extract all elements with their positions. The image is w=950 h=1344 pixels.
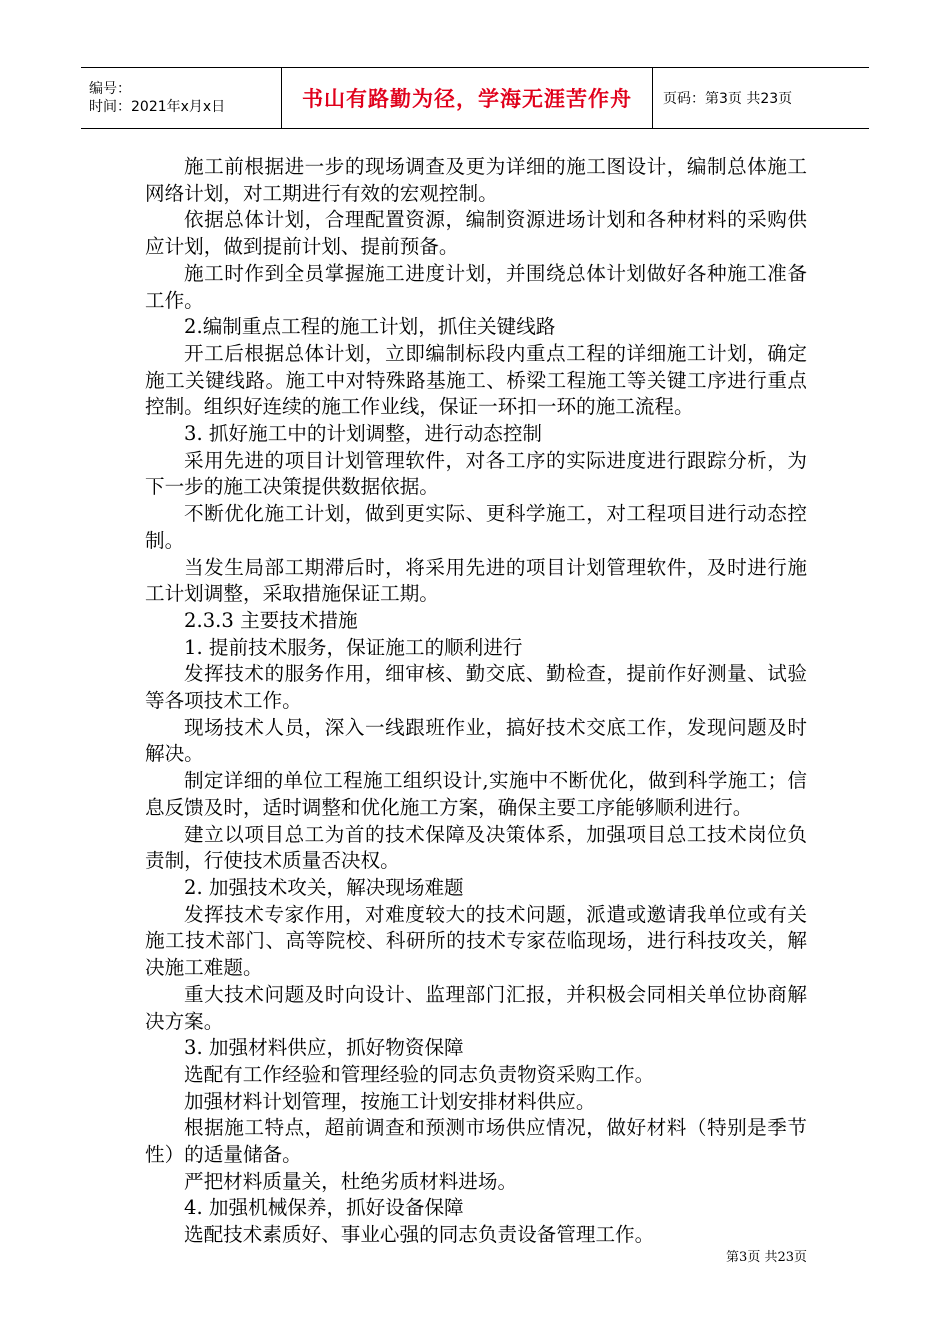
paragraph: 重大技术问题及时向设计、监理部门汇报，并积极会同相关单位协商解决方案。	[145, 982, 807, 1033]
document-body	[145, 154, 807, 1249]
document-number-label: 编号：	[89, 81, 131, 97]
paragraph: 当发生局部工期滞后时，将采用先进的项目计划管理软件，及时进行施工计划调整，采取措施保证工期。	[145, 555, 807, 606]
paragraph: 依据总体计划，合理配置资源，编制资源进场计划和各种材料的采购供应计划，做到提前计划、提前预备。	[145, 208, 807, 259]
paragraph: 制定详细的单位工程施工组织设计,实施中不断优化，做到科学施工；信息反馈及时，适时调整和优化施工方案，确保主要工序能够顺利进行。	[145, 769, 807, 819]
header-page-cell	[653, 68, 869, 128]
paragraph: 现场技术人员，深入一线跟班作业，搞好技术交底工作，发现问题及时解决。	[145, 715, 807, 766]
section-heading: 2. 加强技术攻关，解决现场难题	[184, 875, 464, 899]
page-header	[81, 67, 869, 129]
footer-page-number: 第3页 共23页	[726, 1250, 807, 1265]
page-footer	[726, 1246, 807, 1265]
paragraph: 严把材料质量关，杜绝劣质材料进场。	[184, 1169, 518, 1193]
paragraph: 选配技术素质好、事业心强的同志负责设备管理工作。	[184, 1223, 655, 1247]
paragraph: 加强材料计划管理，按施工计划安排材料供应。	[184, 1089, 596, 1113]
paragraph: 采用先进的项目计划管理软件，对各工序的实际进度进行跟踪分析，为下一步的施工决策提供数据依据。	[145, 448, 807, 499]
paragraph: 发挥技术专家作用，对难度较大的技术问题，派遣或邀请我单位或有关施工技术部门、高等院校、科研所的技术专家莅临现场，进行科技攻关，解决施工难题。	[145, 902, 807, 980]
paragraph: 不断优化施工计划，做到更实际、更科学施工，对工程项目进行动态控制。	[145, 502, 807, 552]
header-meta	[81, 68, 282, 128]
section-heading: 3. 抓好施工中的计划调整，进行动态控制	[184, 422, 543, 446]
paragraph: 施工前根据进一步的现场调查及更为详细的施工图设计，编制总体施工网络计划，对工期进行有效的宏观控制。	[145, 155, 807, 205]
paragraph: 选配有工作经验和管理经验的同志负责物资采购工作。	[184, 1062, 655, 1086]
paragraph: 开工后根据总体计划，立即编制标段内重点工程的详细施工计划，确定施工关键线路。施工中对特殊路基施工、桥梁工程施工等关键工序进行重点控制。组织好连续的施工作业线，保证一环扣一环的施工流程。	[145, 341, 807, 419]
section-heading: 3. 加强材料供应，抓好物资保障	[184, 1036, 464, 1060]
section-heading: 4. 加强机械保养，抓好设备保障	[184, 1196, 464, 1220]
document-time-label: 时间：2021年x月x日	[89, 99, 226, 115]
paragraph: 根据施工特点，超前调查和预测市场供应情况，做好材料（特别是季节性）的适量储备。	[145, 1116, 807, 1167]
section-heading: 2.3.3 主要技术措施	[184, 608, 358, 632]
paragraph: 发挥技术的服务作用，细审核、勤交底、勤检查，提前作好测量、试验等各项技术工作。	[145, 662, 807, 713]
paragraph: 建立以项目总工为首的技术保障及决策体系，加强项目总工技术岗位负责制，行使技术质量否决权。	[145, 822, 807, 873]
header-page-number: 页码：第3页 共23页	[663, 91, 793, 107]
section-heading: 2.编制重点工程的施工计划，抓住关键线路	[184, 315, 556, 339]
section-heading: 1. 提前技术服务，保证施工的顺利进行	[184, 635, 523, 659]
paragraph: 施工时作到全员掌握施工进度计划，并围绕总体计划做好各种施工准备工作。	[145, 261, 807, 312]
header-motto-cell	[282, 68, 653, 128]
header-motto: 书山有路勤为径，学海无涯苦作舟	[302, 87, 632, 111]
